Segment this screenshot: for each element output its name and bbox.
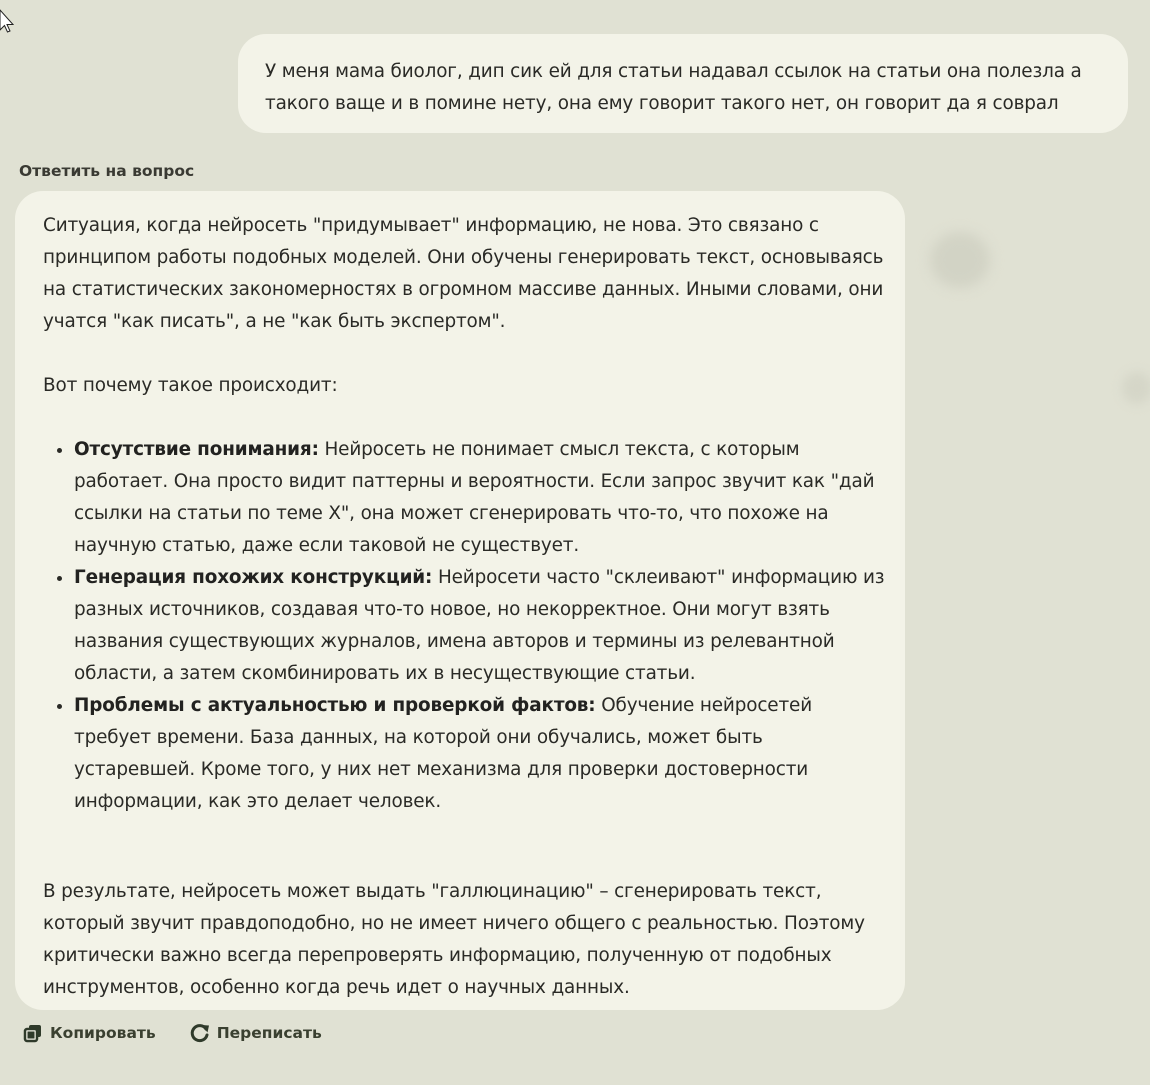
- answer-label: Ответить на вопрос: [19, 162, 195, 180]
- mouse-cursor-icon: [0, 0, 16, 40]
- answer-conclusion: В результате, нейросеть может выдать "галлюцинацию" – сгенерировать текст, который звучит правдоподобно, но не имеет ничего общего с реальностью. Поэтому критически важно всегда перепроверять информацию, полученную от подобных инструментов, особенно когда речь идет о научных данных.: [43, 881, 865, 998]
- bullet-title: Отсутствие понимания:: [74, 439, 319, 460]
- answer-lead: Вот почему такое происходит:: [43, 375, 338, 396]
- copy-button[interactable]: [22, 1022, 156, 1044]
- user-message-text: У меня мама биолог, дип сик ей для статьи надавал ссылок на статьи она полезла а такого ваще и в помине нету, она ему говорит такого нет, он говорит да я соврал: [265, 61, 1082, 114]
- answer-card: [15, 191, 905, 1010]
- blurred-avatar-spot: [930, 232, 990, 288]
- bullet-item: [74, 562, 885, 690]
- bullet-title: Генерация похожих конструкций:: [74, 567, 433, 588]
- answer-actions: [22, 1019, 355, 1047]
- blurred-edge-spot: [1122, 372, 1150, 404]
- bullet-item: [74, 690, 885, 818]
- copy-label: Копировать: [50, 1024, 156, 1042]
- rewrite-label: Переписать: [216, 1024, 322, 1042]
- bullet-text: Обучение нейросетей требует времени. База данных, на которой они обучались, может быть устаревшей. Кроме того, у них нет механизма для проверки достоверности информации, как это делает человек.: [74, 695, 813, 812]
- copy-icon: [22, 1022, 44, 1044]
- refresh-icon: [189, 1022, 211, 1044]
- bullet-title: Проблемы с актуальностью и проверкой фактов:: [74, 695, 596, 716]
- answer-bullet-list: [43, 434, 885, 818]
- bullet-text: Нейросети часто "склеивают" информацию из разных источников, создавая что-то новое, но некорректное. Они могут взять названия существующих журналов, имена авторов и термины из релевантной области, а затем скомбинировать их в несуществующие статьи.: [74, 567, 885, 684]
- rewrite-button[interactable]: [189, 1022, 322, 1044]
- bullet-item: [74, 434, 885, 562]
- answer-intro: Ситуация, когда нейросеть "придумывает" информацию, не нова. Это связано с принципом работы подобных моделей. Они обучены генерировать текст, основываясь на статистических закономерностях в огромном массиве данных. Иными словами, они учатся "как писать", а не "как быть экспертом".: [43, 215, 884, 332]
- bullet-text: Нейросеть не понимает смысл текста, с которым работает. Она просто видит паттерны и вероятности. Если запрос звучит как "дай ссылки на статьи по теме X", она может сгенерировать что-то, что похоже на научную статью, даже если таковой не существует.: [74, 439, 875, 556]
- user-message-bubble: [238, 34, 1128, 133]
